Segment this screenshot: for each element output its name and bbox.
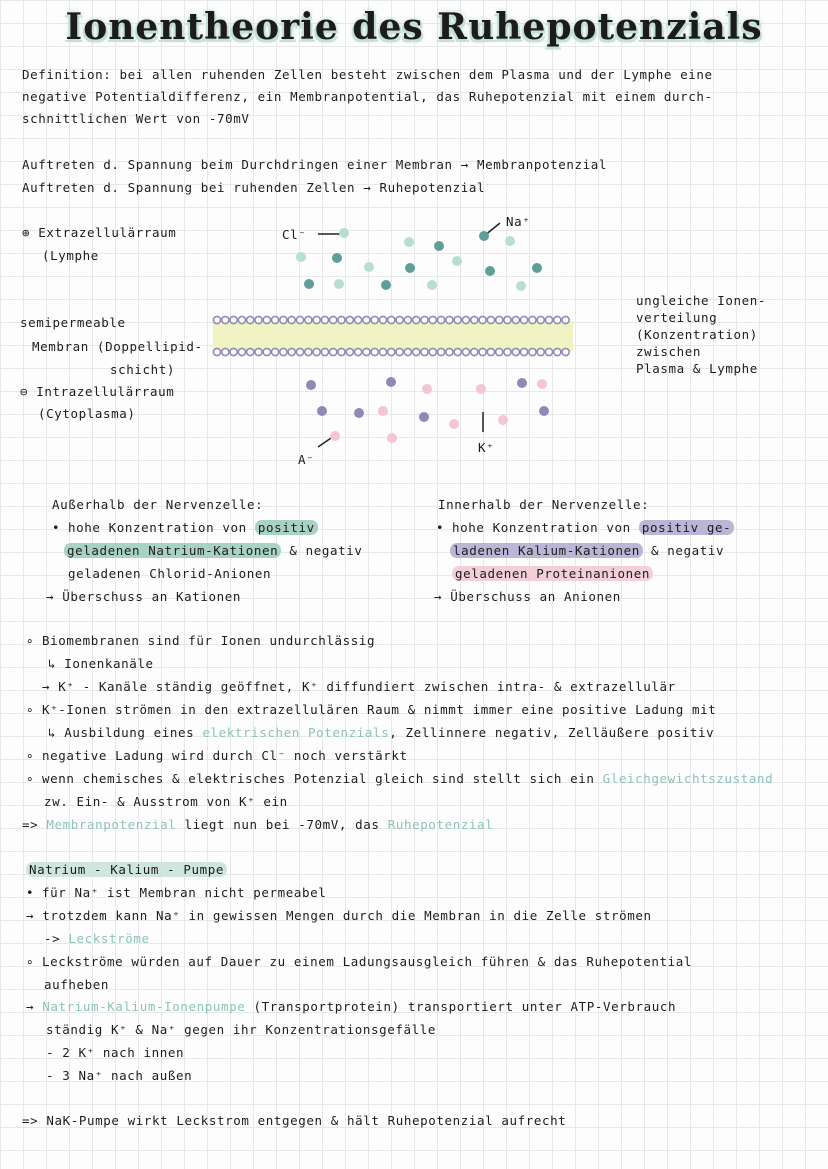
note-7: ∘ wenn chemisches & elektrisches Potenzial gleich sind stellt sich ein Gleichgewichtszustand (26, 771, 774, 786)
phospholipid-head (404, 316, 411, 323)
phospholipid-head (238, 316, 245, 323)
phospholipid-head (313, 316, 320, 323)
phospholipid-head (504, 348, 511, 355)
phospholipid-head (222, 348, 229, 355)
auftreten-line-1: Auftreten d. Spannung beim Durchdringen einer Membran → Membranpotenzial (22, 157, 608, 172)
phospholipid-head (213, 316, 220, 323)
definition-line-3: schnittlichen Wert von -70mV (22, 111, 250, 126)
phospholipid-head (338, 316, 345, 323)
auftreten-line-2: Auftreten d. Spannung bei ruhenden Zellen → Ruhepotenzial (22, 180, 486, 195)
phospholipid-head (446, 316, 453, 323)
phospholipid-head (512, 316, 519, 323)
phospholipid-head (429, 316, 436, 323)
phospholipid-head (521, 348, 528, 355)
phospholipid-head (413, 316, 420, 323)
phospholipid-head (272, 316, 279, 323)
phospholipid-head (421, 348, 428, 355)
membrane-label-1: semipermeable (20, 315, 126, 330)
phospholipid-head (487, 348, 494, 355)
sodium-ion (405, 263, 415, 273)
phospholipid-head (263, 348, 270, 355)
phospholipid-head (255, 348, 262, 355)
membrane-core (213, 321, 573, 351)
note-6: ∘ negative Ladung wird durch Cl⁻ noch verstärkt (26, 748, 408, 763)
phospholipid-head (446, 348, 453, 355)
phospholipid-head (296, 316, 303, 323)
phospholipid-head (288, 316, 295, 323)
intracellular-label: ⊖ Intrazellulärraum (20, 384, 175, 399)
inside-heading: Innerhalb der Nervenzelle: (438, 497, 650, 512)
right-note: ungleiche Ionen- verteilung (Konzentration) zwischen Plasma & Lymphe (636, 293, 767, 376)
phospholipid-head (247, 316, 254, 323)
anion-particle (378, 406, 388, 416)
phospholipid-head (346, 348, 353, 355)
pump-line-3: -> Leckströme (44, 931, 150, 946)
bullet-icon: ∘ (26, 954, 35, 969)
outside-line-3: geladenen Chlorid-Anionen (68, 566, 272, 581)
phospholipid-head (255, 316, 262, 323)
bullet-icon: • (26, 885, 35, 900)
phospholipid-head (496, 348, 503, 355)
sodium-ion (381, 280, 391, 290)
phospholipid-head (462, 348, 469, 355)
chloride-ion (334, 279, 344, 289)
phospholipid-head (379, 316, 386, 323)
plus-icon: ⊕ (22, 225, 31, 240)
phospholipid-head (313, 348, 320, 355)
chloride-ion (427, 280, 437, 290)
phospholipid-head (396, 316, 403, 323)
phospholipid-head (562, 316, 569, 323)
chloride-ion (404, 237, 414, 247)
anion-particle (476, 384, 486, 394)
phospholipid-head (213, 348, 220, 355)
pump-line-9: - 3 Na⁺ nach außen (46, 1068, 193, 1083)
phospholipid-head (429, 348, 436, 355)
potassium-ion (386, 377, 396, 387)
pump-line-7: ständig K⁺ & Na⁺ gegen ihr Konzentrationsgefälle (46, 1022, 437, 1037)
inside-line-1: • hohe Konzentration von positiv ge- (436, 519, 734, 537)
a-label: A⁻ (298, 452, 315, 467)
phospholipid-head (471, 316, 478, 323)
outside-heading: Außerhalb der Nervenzelle: (52, 497, 264, 512)
phospholipid-head (529, 348, 536, 355)
note-4: ∘ K⁺-Ionen strömen in den extrazellulären Raum & nimmt immer eine positive Ladung mit (26, 702, 717, 717)
membrane-diagram (0, 0, 828, 480)
phospholipid-head (454, 348, 461, 355)
sodium-ion (479, 231, 489, 241)
extracellular-label: ⊕ Extrazellulärraum (22, 225, 177, 240)
outside-line-2: geladenen Natrium-Kationen & negativ (64, 542, 363, 560)
phospholipid-head (462, 316, 469, 323)
membrane-label-3: schicht) (110, 362, 176, 377)
note-9: => Membranpotenzial liegt nun bei -70mV, das Ruhepotenzial (22, 817, 494, 832)
bullet-icon: ∘ (26, 633, 35, 648)
phospholipid-head (238, 348, 245, 355)
sodium-ion (332, 253, 342, 263)
chloride-ion (505, 236, 515, 246)
phospholipid-head (272, 348, 279, 355)
sodium-ion (532, 263, 542, 273)
note-2: ↳ Ionenkanäle (48, 656, 154, 671)
phospholipid-head (537, 316, 544, 323)
potassium-ion (354, 408, 364, 418)
phospholipid-head (280, 316, 287, 323)
phospholipid-head (512, 348, 519, 355)
phospholipid-head (363, 316, 370, 323)
potassium-ion (539, 406, 549, 416)
phospholipid-head (479, 348, 486, 355)
phospholipid-head (421, 316, 428, 323)
phospholipid-head (396, 348, 403, 355)
phospholipid-head (230, 316, 237, 323)
intracellular-sub: (Cytoplasma) (38, 406, 136, 421)
phospholipid-head (388, 348, 395, 355)
chloride-ion (339, 228, 349, 238)
phospholipid-head (562, 348, 569, 355)
pump-line-8: - 2 K⁺ nach innen (46, 1045, 185, 1060)
phospholipid-head (280, 348, 287, 355)
phospholipid-head (355, 316, 362, 323)
chloride-ion (452, 256, 462, 266)
sodium-ion (434, 241, 444, 251)
phospholipid-head (305, 316, 312, 323)
phospholipid-head (471, 348, 478, 355)
phospholipid-head (554, 316, 561, 323)
phospholipid-head (454, 316, 461, 323)
potassium-ion (517, 378, 527, 388)
note-5: ↳ Ausbildung eines elektrischen Potenzials, Zellinnere negativ, Zelläußere positiv (48, 725, 715, 740)
minus-icon: ⊖ (20, 384, 29, 399)
phospholipid-head (330, 348, 337, 355)
membrane-label-2: Membran (Doppellipid- (32, 339, 203, 354)
potassium-ion (306, 380, 316, 390)
phospholipid-head (346, 316, 353, 323)
phospholipid-head (363, 348, 370, 355)
chloride-ion (296, 252, 306, 262)
phospholipid-head (537, 348, 544, 355)
phospholipid-head (338, 348, 345, 355)
outside-line-4: → Überschuss an Kationen (46, 589, 242, 604)
extracellular-sub: (Lymphe (42, 248, 99, 263)
note-1: ∘ Biomembranen sind für Ionen undurchlässig (26, 633, 376, 648)
phospholipid-head (230, 348, 237, 355)
sodium-ion (304, 279, 314, 289)
phospholipid-head (504, 316, 511, 323)
phospholipid-head (554, 348, 561, 355)
chloride-ion (516, 281, 526, 291)
phospholipid-head (371, 348, 378, 355)
phospholipid-head (222, 316, 229, 323)
potassium-ion (419, 412, 429, 422)
phospholipid-head (438, 316, 445, 323)
potassium-ion (317, 406, 327, 416)
phospholipid-head (296, 348, 303, 355)
note-8: zw. Ein- & Ausstrom von K⁺ ein (44, 794, 288, 809)
definition-line-2: negative Potentialdifferenz, ein Membranpotential, das Ruhepotenzial mit einem durch- (22, 89, 713, 104)
bullet-icon: • (436, 520, 445, 535)
pump-line-1: • für Na⁺ ist Membran nicht permeabel (26, 885, 327, 900)
anion-particle (498, 415, 508, 425)
note-3: → K⁺ - Kanäle ständig geöffnet, K⁺ diffundiert zwischen intra- & extrazellulär (42, 679, 676, 694)
sodium-ion (485, 266, 495, 276)
anion-particle (449, 419, 459, 429)
phospholipid-head (545, 348, 552, 355)
pump-line-2: → trotzdem kann Na⁺ in gewissen Mengen durch die Membran in die Zelle strömen (26, 908, 652, 923)
bullet-icon: ∘ (26, 771, 35, 786)
phospholipid-head (388, 316, 395, 323)
phospholipid-head (305, 348, 312, 355)
phospholipid-head (404, 348, 411, 355)
phospholipid-head (247, 348, 254, 355)
phospholipid-head (438, 348, 445, 355)
phospholipid-head (321, 316, 328, 323)
pump-line-6: → Natrium-Kalium-Ionenpumpe (Transportprotein) transportiert unter ATP-Verbrauch (26, 999, 677, 1014)
phospholipid-head (496, 316, 503, 323)
bullet-icon: ∘ (26, 702, 35, 717)
pump-heading: Natrium - Kalium - Pumpe (26, 861, 227, 879)
phospholipid-head (263, 316, 270, 323)
anion-particle (422, 384, 432, 394)
phospholipid-head (545, 316, 552, 323)
phospholipid-head (413, 348, 420, 355)
chloride-ion (364, 262, 374, 272)
phospholipid-head (521, 316, 528, 323)
phospholipid-head (355, 348, 362, 355)
phospholipid-head (529, 316, 536, 323)
phospholipid-head (487, 316, 494, 323)
pump-line-4: ∘ Leckströme würden auf Dauer zu einem Ladungsausgleich führen & das Ruhepotential (26, 954, 693, 969)
phospholipid-head (321, 348, 328, 355)
bullet-icon: ∘ (26, 748, 35, 763)
pump-conclusion: => NaK-Pumpe wirkt Leckstrom entgegen & hält Ruhepotenzial aufrecht (22, 1113, 567, 1128)
pump-line-5: aufheben (44, 977, 110, 992)
k-label: K⁺ (478, 440, 495, 455)
phospholipid-head (379, 348, 386, 355)
inside-line-3: geladenen Proteinanionen (452, 565, 653, 583)
anion-particle (537, 379, 547, 389)
phospholipid-head (371, 316, 378, 323)
phospholipid-head (479, 316, 486, 323)
cl-label: Cl⁻ (282, 227, 307, 242)
inside-line-4: → Überschuss an Anionen (434, 589, 621, 604)
page-title: Ionentheorie des Ruhepotenzials (65, 6, 763, 48)
phospholipid-head (288, 348, 295, 355)
anion-particle (387, 433, 397, 443)
outside-line-1: • hohe Konzentration von positiv (52, 519, 318, 537)
phospholipid-head (330, 316, 337, 323)
bullet-icon: • (52, 520, 61, 535)
na-label: Na⁺ (506, 214, 531, 229)
inside-line-2: ladenen Kalium-Kationen & negativ (450, 542, 724, 560)
anion-particle (330, 431, 340, 441)
definition-line-1: Definition: bei allen ruhenden Zellen besteht zwischen dem Plasma und der Lymphe eine (22, 67, 713, 82)
